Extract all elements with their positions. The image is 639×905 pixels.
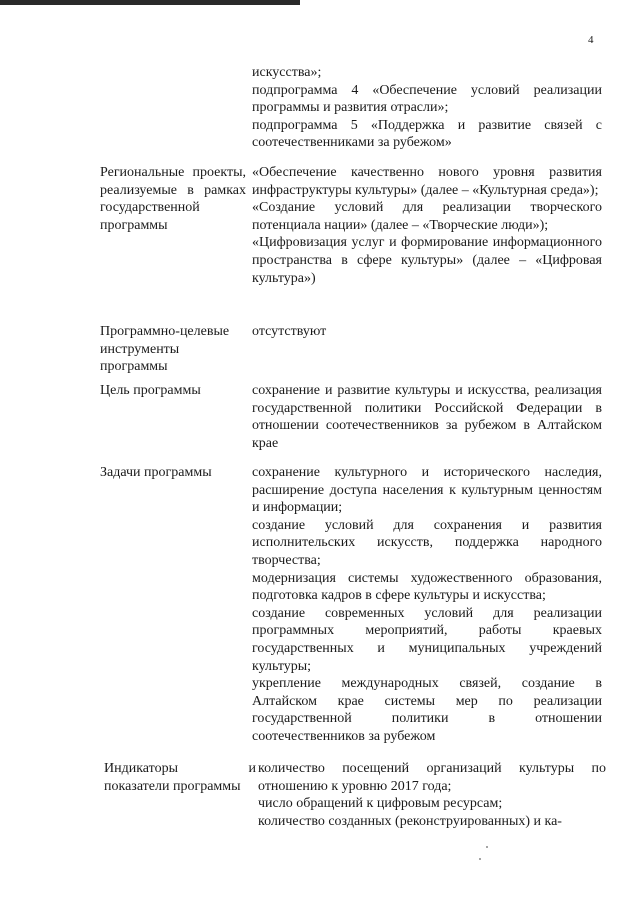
content-line: отсутствуют xyxy=(252,324,327,339)
page-number: 4 xyxy=(588,34,594,46)
row-label: Региональные проекты, реализуемые в рамках государственной программы xyxy=(100,165,246,233)
row-label: Программно-целевые инструменты программы xyxy=(100,324,230,374)
row-label: Цель программы xyxy=(100,383,201,398)
content-line: «Обеспечение качественно нового уровня развития инфраструктуры культуры» (далее – «Культурная среда»); xyxy=(252,165,602,198)
content-line: подпрограмма 5 «Поддержка и развитие связей с соотечественниками за рубежом» xyxy=(252,117,602,151)
content-line: подпрограмма 4 «Обеспечение условий реализации программы и развития отрасли»; xyxy=(252,82,602,116)
content-line: искусства»; xyxy=(252,65,322,80)
scan-speck xyxy=(479,858,481,860)
content-line: создание условий для сохранения и развития исполнительских искусств, поддержка народного творчества; xyxy=(252,517,602,568)
scan-speck xyxy=(486,846,488,848)
content-line: создание современных условий для реализации программных мероприятий, работы краевых государственных и муниципальных учреждений культуры; xyxy=(252,605,602,674)
content-line: количество посещений организаций культуры по отношению к уровню 2017 года; xyxy=(258,761,606,794)
row-content xyxy=(258,760,606,830)
content-line: количество созданных (реконструированных) и ка- xyxy=(258,813,562,829)
row-content xyxy=(252,382,602,452)
content-line: «Создание условий для реализации творческого потенциала нации» (далее – «Творческие люди»); xyxy=(252,200,602,233)
content-line: модернизация системы художественного образования, подготовка кадров в сфере культуры и искусства; xyxy=(252,570,602,604)
row-label: Индикаторы и показатели программы xyxy=(104,761,256,794)
top-edge-mark xyxy=(0,0,300,5)
row-content xyxy=(252,323,602,341)
row-label: Задачи программы xyxy=(100,465,212,480)
row-content xyxy=(252,64,602,152)
content-line: сохранение и развитие культуры и искусства, реализация государственной политики Российской Федерации в отношении соотечественников за рубежом в Алтайском крае xyxy=(252,383,602,451)
row-content xyxy=(252,464,602,746)
row-content xyxy=(252,164,602,287)
content-line: укрепление международных связей, создание в Алтайском крае системы мер по реализации государственной политики в отношении соотечественников за рубежом xyxy=(252,676,602,744)
content-line: «Цифровизация услуг и формирование информационного пространства в сфере культуры» (далее – «Цифровая культура») xyxy=(252,235,602,286)
content-line: сохранение культурного и исторического наследия, расширение доступа населения к культурным ценностям и информации; xyxy=(252,465,602,516)
content-line: число обращений к цифровым ресурсам; xyxy=(258,796,503,812)
